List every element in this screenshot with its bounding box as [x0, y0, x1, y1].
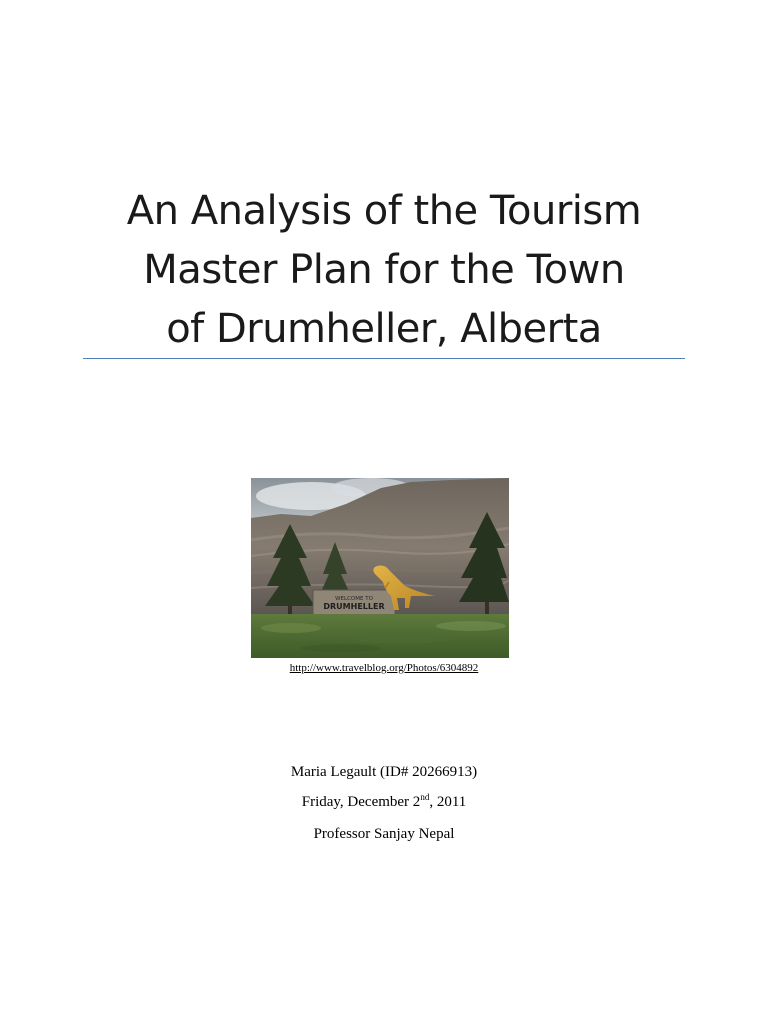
date-prefix: Friday, December 2 — [301, 794, 421, 810]
drumheller-welcome-photo — [251, 478, 509, 658]
title-line-2: Master Plan for the Town — [143, 247, 625, 293]
title-line-3: of Drumheller, Alberta — [166, 306, 602, 352]
date-line — [184, 793, 584, 811]
title-line-1: An Analysis of the Tourism — [126, 188, 642, 234]
sign-text-line-1: WELCOME TO — [335, 596, 373, 602]
photo-source-link[interactable]: http://www.travelblog.org/Photos/6304892 — [289, 662, 479, 674]
author-line: Maria Legault (ID# 20266913) — [290, 764, 478, 780]
date-ordinal-suffix: nd — [420, 792, 430, 802]
professor-line: Professor Sanjay Nepal — [313, 826, 455, 842]
title-divider — [83, 358, 685, 359]
date-rest: , 2011 — [429, 794, 467, 810]
document-title — [40, 182, 728, 359]
sign-text-line-2: DRUMHELLER — [323, 602, 385, 611]
